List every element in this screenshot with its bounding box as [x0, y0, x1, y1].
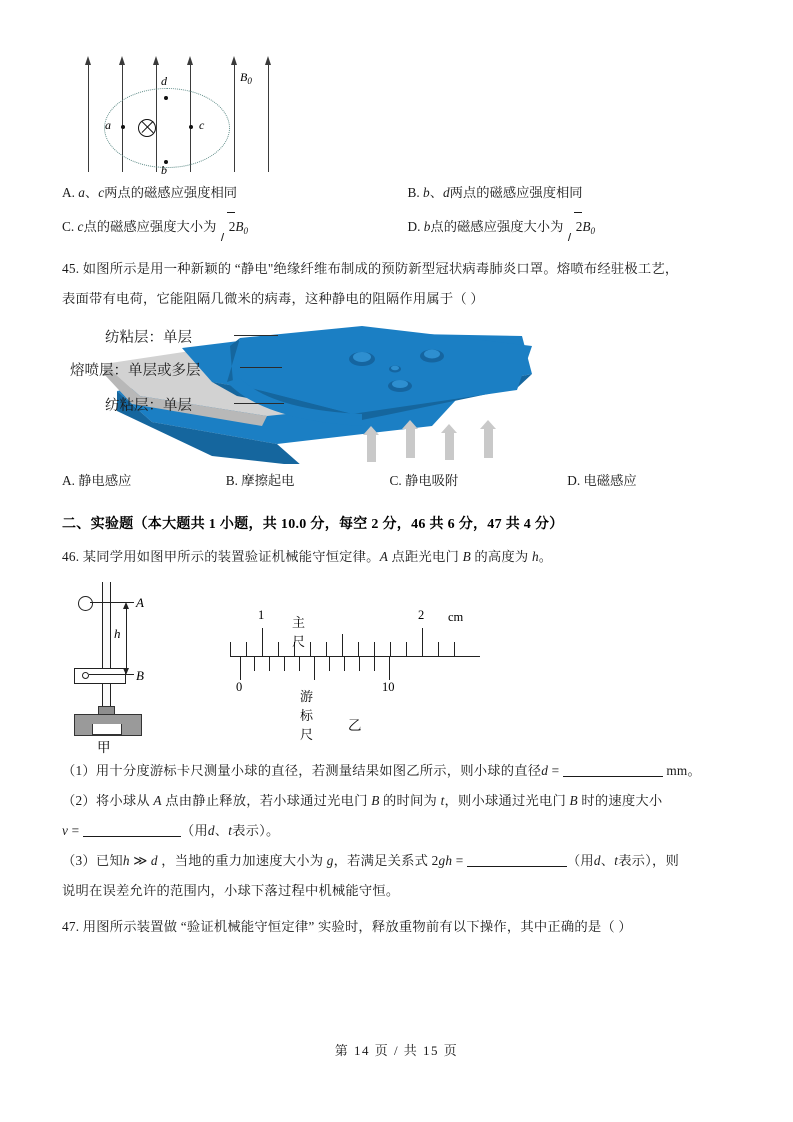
field-line-arrow [119, 56, 125, 65]
main-scale-tick [310, 642, 311, 656]
option-A-var1: a [78, 185, 85, 200]
q45-option-A[interactable] [62, 466, 226, 496]
height-arrow-down [123, 668, 129, 675]
q46-stem-post: 的高度为 [470, 549, 532, 564]
point-d-label: d [161, 74, 167, 88]
steel-ball [78, 596, 93, 611]
magnetic-field-figure [62, 48, 731, 176]
option-A[interactable] [62, 178, 386, 208]
option-B-prefix: B. [407, 185, 420, 200]
main-scale-tick [374, 642, 375, 656]
option-C-text: 点的磁感应强度大小为 [83, 219, 217, 234]
leader-line-top [234, 335, 278, 336]
q45-option-D[interactable] [553, 466, 731, 496]
main-scale-tick [278, 642, 279, 656]
point-a-label: a [105, 118, 111, 132]
sub2-note-b: 表示）。 [232, 823, 280, 838]
field-strength-label [240, 70, 252, 86]
vernier-tick [344, 656, 345, 671]
field-strength-symbol: B [240, 70, 248, 84]
q45-option-B-label: 摩擦起电 [241, 473, 295, 488]
q45-option-A-label: 静电感应 [78, 473, 132, 488]
question-45-options [62, 466, 731, 496]
sub3-text-a: （3）已知 [62, 853, 123, 868]
q45-option-B[interactable] [226, 466, 390, 496]
q46-stem-mid: 点距光电门 [388, 549, 463, 564]
caliper-unit: cm [448, 610, 464, 624]
main-scale-tick [230, 642, 231, 656]
field-strength-subscript: 0 [247, 76, 252, 86]
label-B: B [136, 668, 144, 683]
option-C-unit-sub: 0 [243, 226, 249, 236]
q45-option-D-label: 电磁感应 [583, 473, 637, 488]
option-C-var: c [77, 219, 84, 234]
sub3-note-a: （用 [566, 853, 594, 868]
field-line-arrow [153, 56, 159, 65]
point-d-dot [164, 96, 168, 100]
leader-line-middle [240, 367, 282, 368]
q46-point-A: A [379, 549, 389, 564]
air-flow-arrow [406, 428, 415, 458]
q45-option-D-prefix: D. [567, 473, 581, 488]
option-D-text: 点的磁感应强度大小为 [430, 219, 564, 234]
sub3-note-d: d [593, 853, 601, 868]
vernier-tick [269, 656, 270, 671]
vernier-tick-zero [240, 656, 241, 680]
option-D-unit-sub: 0 [590, 226, 595, 236]
option-C[interactable] [62, 212, 386, 246]
air-flow-arrow [484, 428, 493, 458]
figure-caption-jia: 甲 [97, 740, 111, 755]
question-44-options-row-1 [62, 178, 731, 208]
option-C-unit: B [235, 219, 244, 234]
main-scale-number-1: 1 [258, 608, 265, 622]
vernier-tick [374, 656, 375, 671]
option-B-var1: b [423, 185, 430, 200]
label-h: h [114, 626, 121, 641]
sub3-var-h: h [122, 853, 130, 868]
option-C-prefix: C. [62, 219, 75, 234]
sub3-equals: = [452, 853, 467, 868]
sub3-var-gh: gh [438, 853, 453, 868]
main-scale-tick [342, 634, 343, 656]
vernier-tick [254, 656, 255, 671]
sub2-answer-blank[interactable] [83, 823, 181, 837]
sub1-equals: = [548, 763, 563, 778]
mask-label-middle: 熔喷层：单层或多层 [70, 363, 201, 379]
photogate-hole [82, 672, 89, 679]
sub2-equals: = [68, 823, 83, 838]
point-b-label: b [161, 163, 167, 177]
field-line-arrow [265, 56, 271, 65]
question-46-stem [62, 542, 731, 572]
q45-option-C[interactable] [390, 466, 554, 496]
sub2-var-v: v [62, 823, 69, 838]
sub3-text-b: ，当地的重力加速度大小为 [157, 853, 327, 868]
main-scale-tick [246, 642, 247, 656]
sub3-var-d: d [150, 853, 158, 868]
question-45-line-2: 表面带有电荷，它能阻隔几微米的病毒，这种静电的阻隔作用属于（ ） [62, 291, 484, 306]
sub3-note-sep: 、 [600, 853, 615, 868]
vernier-scale-label: 游标尺 [300, 689, 314, 742]
q46-gate-B: B [462, 549, 471, 564]
sub2-text-b: 点由静止释放，若小球通过光电门 [161, 793, 372, 808]
field-line-arrow [187, 56, 193, 65]
option-D-unit: B [582, 219, 591, 234]
option-C-value [220, 219, 248, 234]
leader-line-bottom [234, 403, 284, 404]
sub3-note-t: t [614, 853, 619, 868]
point-c-label: c [199, 118, 205, 132]
vernier-tick-mid [314, 656, 315, 680]
sub3-much-greater: ≫ [129, 853, 151, 868]
q46-stem-pre: 46. 某同学用如图甲所示的装置验证机械能守恒定律。 [62, 549, 380, 564]
sub3-var-g: g [326, 853, 334, 868]
height-dimension-line [126, 606, 127, 672]
option-D-radicand: 2 [575, 219, 583, 234]
vernier-number-10: 10 [382, 680, 395, 694]
sub2-text-e: 时的速度大小 [577, 793, 663, 808]
field-line-arrow [231, 56, 237, 65]
into-page-symbol [138, 119, 156, 137]
experiment-figures [62, 578, 731, 755]
mask-layers-figure [62, 316, 731, 464]
sub2-text-c: 的时间为 [379, 793, 441, 808]
vernier-tick-ten [389, 656, 390, 680]
option-A-var2: c [98, 185, 105, 200]
caliper-axis [230, 656, 480, 657]
label-A: A [136, 595, 144, 610]
mask-label-top: 纺粘层：单层 [105, 330, 192, 346]
sub2-text-a: （2）将小球从 [62, 793, 154, 808]
question-46-sub-3 [62, 846, 731, 876]
vernier-tick [359, 656, 360, 671]
q45-option-C-prefix: C. [389, 473, 402, 488]
sub2-note-sep: 、 [214, 823, 229, 838]
q46-height-h: h [531, 549, 539, 564]
sub3-text-c: ，若满足关系式 2 [333, 853, 439, 868]
option-A-sep: 、 [84, 185, 99, 200]
field-line [234, 64, 235, 172]
sub2-note-t: t [228, 823, 233, 838]
option-B-var2: d [442, 185, 450, 200]
main-scale-tick [358, 642, 359, 656]
vernier-tick [284, 656, 285, 671]
sub2-var-t: t [440, 793, 445, 808]
main-scale-tick [406, 642, 407, 656]
vernier-tick [329, 656, 330, 671]
question-45-line-1: 45. 如图所示是用一种新颖的 “静电"绝缘纤维布制成的预防新型冠状病毒肺炎口罩。熔喷布经驻极工艺， [62, 261, 679, 276]
vernier-tick [299, 656, 300, 671]
point-c-dot [189, 125, 193, 129]
q45-option-C-label: 静电吸附 [405, 473, 459, 488]
figure-caption-yi: 乙 [348, 718, 362, 733]
sub3-note-b: 表示），则 [618, 853, 680, 868]
q45-option-A-prefix: A. [62, 473, 75, 488]
sub1-var-d: d [541, 763, 549, 778]
option-D-var: b [423, 219, 431, 234]
field-line [88, 64, 89, 172]
section-two-heading: 二、实验题（本大题共 1 小题，共 10.0 分，每空 2 分，46 共 6 分，47 共 4 分） [62, 517, 564, 532]
base-notch [92, 724, 122, 735]
sub2-note-a: （用 [180, 823, 208, 838]
page-footer: 第 14 页 / 共 15 页 [334, 1043, 459, 1058]
mask-label-bottom: 纺粘层：单层 [105, 398, 192, 414]
main-scale-label: 主尺 [292, 615, 306, 649]
question-46-sub-2-line2 [62, 816, 731, 846]
height-arrow-up [123, 602, 129, 609]
question-44-options-row-2 [62, 212, 731, 246]
sub1-end: 。 [687, 763, 701, 778]
field-line-arrow [85, 56, 91, 65]
option-C-radicand: 2 [228, 219, 236, 234]
option-D-prefix: D. [407, 219, 421, 234]
main-scale-tick [326, 642, 327, 656]
sub2-var-B2: B [569, 793, 578, 808]
question-47: 47. 用图所示装置做 “验证机械能守恒定律” 实验时，释放重物前有以下操作，其中正确的是（ ） [62, 919, 632, 934]
question-46-sub-2 [62, 786, 731, 816]
main-scale-tick [390, 642, 391, 656]
sub2-var-A: A [153, 793, 162, 808]
option-D[interactable] [386, 212, 732, 246]
main-scale-tick-major [422, 628, 423, 656]
field-line [268, 64, 269, 172]
option-B-sep: 、 [429, 185, 443, 200]
option-A-prefix: A. [62, 185, 75, 200]
q45-option-B-prefix: B. [225, 473, 238, 488]
sub2-var-B: B [371, 793, 380, 808]
sub1-unit: mm [666, 763, 688, 778]
air-flow-arrow [367, 434, 376, 462]
main-scale-tick [438, 642, 439, 656]
option-B-text: 两点的磁感应强度相同 [449, 185, 583, 200]
option-B[interactable] [386, 178, 732, 208]
option-D-value [567, 219, 595, 234]
q46-stem-end: 。 [538, 549, 553, 564]
vernier-number-0: 0 [236, 680, 243, 694]
main-scale-tick-major [262, 628, 263, 656]
sub3-answer-blank[interactable] [467, 853, 567, 867]
sub2-note-d: d [207, 823, 215, 838]
sub1-answer-blank[interactable] [563, 763, 663, 777]
option-A-text: 两点的磁感应强度相同 [104, 185, 238, 200]
sub1-text: （1）用十分度游标卡尺测量小球的直径，若测量结果如图乙所示，则小球的直径 [62, 763, 542, 778]
air-flow-arrow [445, 432, 454, 460]
main-scale-tick [454, 642, 455, 656]
main-scale-number-2: 2 [418, 608, 425, 622]
point-a-dot [121, 125, 125, 129]
question-46-sub-1 [62, 756, 731, 786]
question-46-sub-3-line2: 说明在误差允许的范围内，小球下落过程中机械能守恒。 [62, 883, 400, 898]
sub2-text-d: ，则小球通过光电门 [444, 793, 570, 808]
